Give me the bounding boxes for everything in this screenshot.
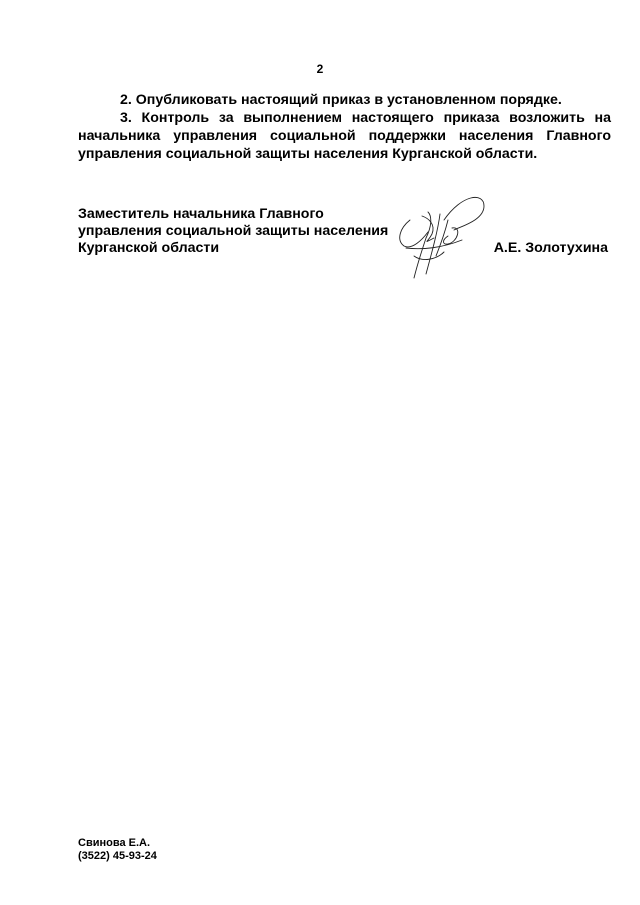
handwritten-signature [392,190,492,285]
signatory-name: А.Е. Золотухина [493,240,608,256]
executor-phone: (3522) 45-93-24 [78,850,157,862]
executor-contact [78,837,157,863]
signatory-position [78,206,389,257]
signatory-position-line: Курганской области [78,240,220,256]
executor-name: Свинова Е.А. [78,837,151,849]
paragraph-control: 3. Контроль за выполнением настоящего приказа возложить на начальника управления социальной поддержки населения Главного управления социальной защиты населения Курганской области. [78,110,611,162]
signatory-position-line: управления социальной защиты населения [78,223,389,239]
signatory-position-line: Заместитель начальника Главного [78,206,324,222]
page-number: 2 [316,62,324,76]
paragraph-publish: 2. Опубликовать настоящий приказ в установленном порядке. [120,92,562,108]
document-body [78,91,611,163]
